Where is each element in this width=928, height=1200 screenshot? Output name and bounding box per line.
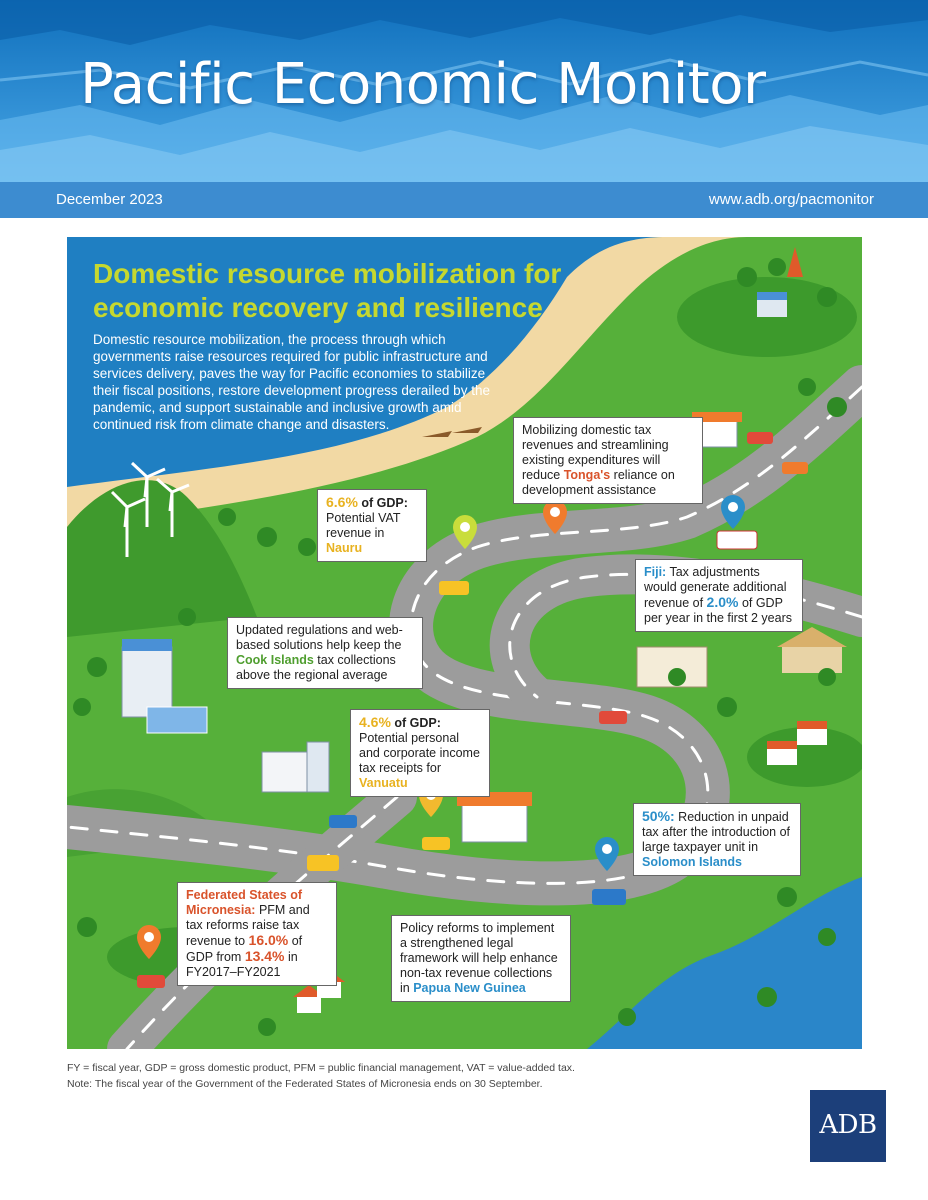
stat-value: 4.6% (359, 714, 391, 730)
stat-value: 13.4% (244, 948, 285, 964)
callout-text: Potential personal and corporate income tax receipts for (359, 731, 480, 775)
issue-date: December 2023 (56, 191, 163, 208)
callout-text: of GDP from (186, 934, 303, 964)
callout-text: of GDP per year in the first 2 years (644, 596, 792, 625)
intro-paragraph: Domestic resource mobilization, the process through which governments raise resources required for public infrastructure and services delivery, paves the way for Pacific economies to stabilize their fiscal positions, restore development progress derailed by the pandemic, and support sustainable and inclusive growth amid continued risk from climate change and disasters. (93, 332, 490, 432)
callout-papua-new-guinea (391, 915, 571, 1002)
callout-text: reliance on development assistance (522, 468, 675, 497)
infographic (67, 237, 862, 1049)
country-name: Solomon Islands (642, 855, 743, 869)
website-url: www.adb.org/pacmonitor (708, 191, 874, 208)
page-title: Pacific Economic Monitor (80, 52, 766, 117)
country-name: Federated States of Micronesia: (186, 888, 303, 917)
country-name: Papua New Guinea (413, 981, 526, 995)
callout-vanuatu (350, 709, 490, 797)
callout-text: Policy reforms to implement a strengthened legal framework will help enhance non-tax revenue collections in (400, 921, 558, 995)
callout-fiji (635, 559, 803, 632)
callout-text: in FY2017–FY2021 (186, 950, 298, 979)
callout-text: PFM and tax reforms raise tax revenue to (186, 903, 310, 948)
callout-nauru (317, 489, 427, 562)
date-bar (0, 182, 928, 218)
stat-value: 6.6% (326, 494, 358, 510)
callout-text: Mobilizing domestic tax revenues and streamlining existing expenditures will reduce (522, 423, 669, 482)
abbreviations-note: FY = fiscal year, GDP = gross domestic product, PFM = public financial management, VAT = value-added tax. (67, 1062, 575, 1074)
headline-line-1: Domestic resource mobilization for (93, 258, 562, 289)
stat-value: 16.0% (248, 932, 289, 948)
callout-text: Potential VAT revenue in (326, 511, 401, 540)
stat-suffix: of GDP: (357, 496, 408, 510)
callout-solomon-islands (633, 803, 801, 876)
country-name: Vanuatu (359, 776, 408, 790)
callout-text: Tax adjustments would generate additional revenue of (644, 565, 787, 610)
stat-value: 2.0% (706, 594, 739, 610)
masthead (0, 0, 928, 182)
stat-value: 50%: (642, 808, 675, 824)
callout-text: tax collections above the regional average (236, 653, 396, 682)
callout-micronesia (177, 882, 337, 986)
footnotes (67, 1060, 707, 1092)
stat-suffix: of GDP: (390, 716, 441, 730)
infographic-headline (93, 257, 623, 325)
fiscal-year-note: Note: The fiscal year of the Government of the Federated States of Micronesia ends on 30 September. (67, 1078, 543, 1090)
headline-line-2: economic recovery and resilience (93, 292, 543, 323)
adb-logo-text: ADB (819, 1110, 877, 1140)
adb-logo (810, 1090, 886, 1162)
country-name: Nauru (326, 541, 363, 555)
callout-cook-islands (227, 617, 423, 689)
country-name: Tonga's (563, 468, 611, 482)
callout-tonga (513, 417, 703, 504)
country-name: Fiji: (644, 565, 667, 579)
callout-text: Reduction in unpaid tax after the introduction of large taxpayer unit in (642, 810, 791, 854)
country-name: Cook Islands (236, 653, 314, 667)
callout-text: Updated regulations and web-based solutions help keep the (236, 623, 403, 652)
